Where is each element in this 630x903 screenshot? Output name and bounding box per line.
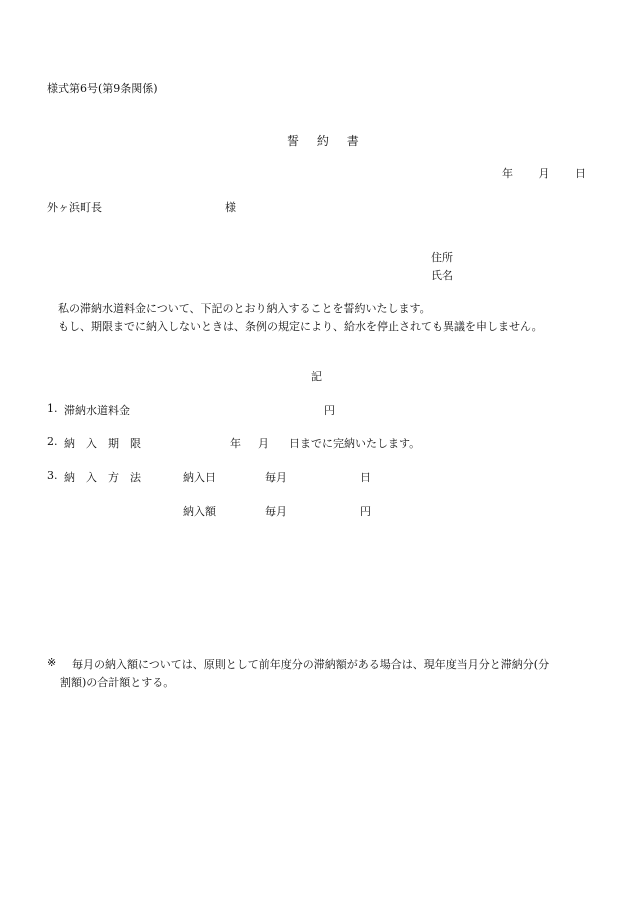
address-label: 住所 xyxy=(431,251,453,264)
item2-tail: 日までに完納いたします。 xyxy=(289,437,421,450)
note-line-2: 割額)の合計額とする。 xyxy=(60,676,175,689)
date-line xyxy=(502,165,586,181)
item3-row1-unit: 日 xyxy=(360,471,371,484)
item1-unit: 円 xyxy=(324,404,335,417)
item1-label: 滞納水道料金 xyxy=(64,404,130,417)
title-char-3: 書 xyxy=(346,134,359,148)
title-char-1: 誓 xyxy=(287,134,300,148)
item3-number: 3. xyxy=(47,469,58,482)
item2-month: 月 xyxy=(258,437,269,450)
date-month-label: 月 xyxy=(538,167,550,180)
item2-year: 年 xyxy=(230,437,241,450)
item3-row2-unit: 円 xyxy=(360,505,371,518)
note-line-1: 毎月の納入額については、原則として前年度分の滞納額がある場合は、現年度当月分と滞納分(分 xyxy=(72,658,550,671)
ki-heading: 記 xyxy=(311,370,322,383)
addressee-name: 外ヶ浜町長 xyxy=(47,201,102,214)
date-year-label: 年 xyxy=(502,167,513,180)
item3-row1-label: 納入日 xyxy=(183,471,216,484)
date-day-label: 日 xyxy=(575,167,586,180)
item3-row2-label: 納入額 xyxy=(183,505,216,518)
item1-number: 1. xyxy=(47,402,58,415)
document-title xyxy=(287,132,359,149)
item3-row2-every: 毎月 xyxy=(265,505,287,518)
item2-label: 納 入 期 限 xyxy=(64,437,141,450)
item2-number: 2. xyxy=(47,435,58,448)
form-number: 様式第6号(第9条関係) xyxy=(47,82,158,95)
note-mark: ※ xyxy=(47,656,57,669)
item3-label: 納 入 方 法 xyxy=(64,471,141,484)
name-label: 氏名 xyxy=(431,269,453,282)
body-line-1: 私の滞納水道料金について、下記のとおり納入することを誓約いたします。 xyxy=(58,302,431,315)
item3-row1-every: 毎月 xyxy=(265,471,287,484)
title-char-2: 約 xyxy=(316,134,329,148)
body-line-2: もし、期限までに納入しないときは、条例の規定により、給水を停止されても異議を申しません。 xyxy=(58,320,543,333)
addressee-honorific: 様 xyxy=(225,201,236,214)
